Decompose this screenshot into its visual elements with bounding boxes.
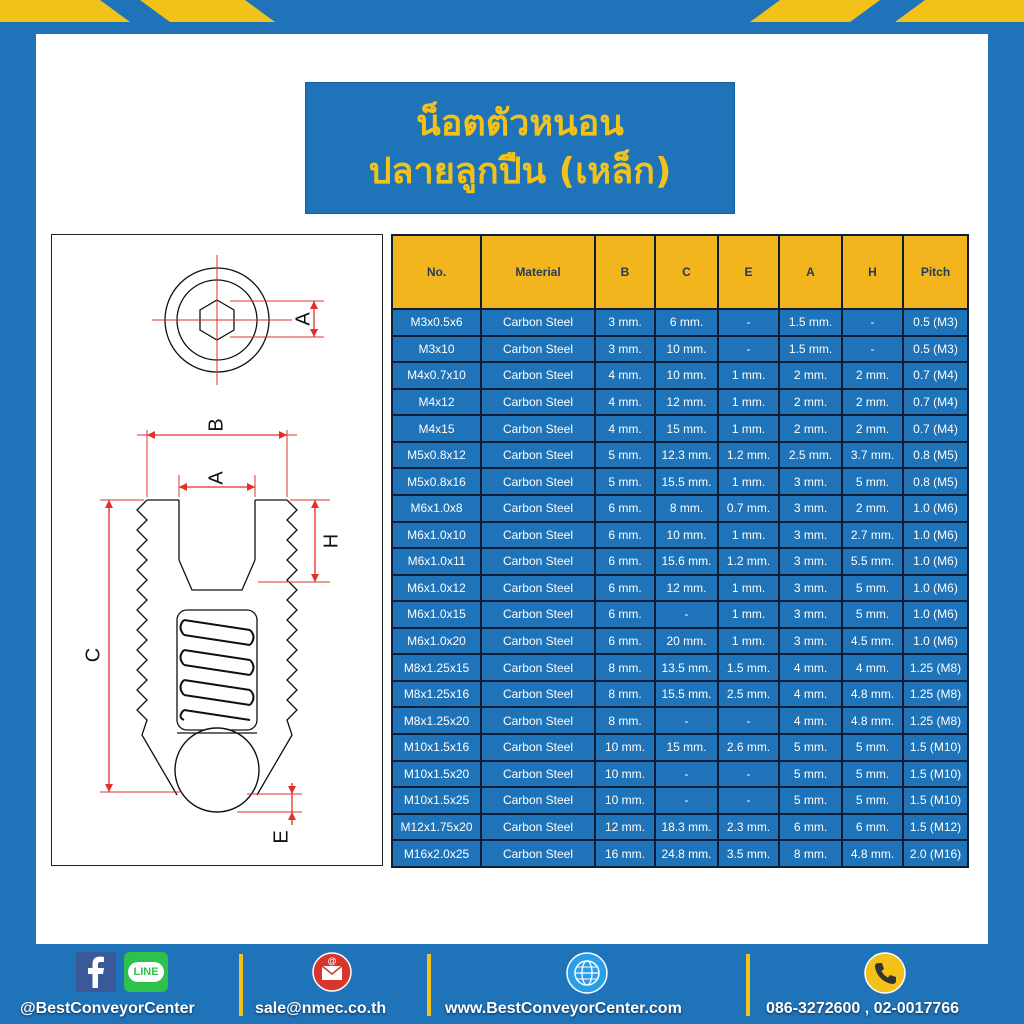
line-badge-text: LINE [128,962,163,982]
cell-b: 6 mm. [596,496,654,521]
cell-c: - [656,708,717,733]
cell-a: 2 mm. [780,390,841,415]
cell-e: - [719,788,778,813]
cell-no: M6x1.0x8 [393,496,480,521]
cell-no: M8x1.25x20 [393,708,480,733]
cell-material: Carbon Steel [482,390,594,415]
cell-c: 13.5 mm. [656,655,717,680]
title-line-2: ปลายลูกปืน (เหล็ก) [368,151,672,192]
cell-b: 4 mm. [596,363,654,388]
cell-no: M8x1.25x15 [393,655,480,680]
cell-c: - [656,788,717,813]
cell-c: 6 mm. [656,310,717,335]
table-row [393,682,967,707]
table-row [393,735,967,760]
phone-icon[interactable] [864,952,906,994]
cell-pitch: 1.0 (M6) [904,549,967,574]
cell-pitch: 1.5 (M10) [904,788,967,813]
cell-a: 4 mm. [780,655,841,680]
top-stripe-decoration [0,0,1024,34]
title-box [306,83,734,213]
table-row [393,523,967,548]
cell-h: 5.5 mm. [843,549,902,574]
cell-h: 4.8 mm. [843,708,902,733]
cell-a: 6 mm. [780,815,841,840]
cell-e: 2.6 mm. [719,735,778,760]
table-row [393,815,967,840]
cell-c: 10 mm. [656,337,717,362]
cell-c: - [656,602,717,627]
cell-a: 5 mm. [780,788,841,813]
cell-e: 1.5 mm. [719,655,778,680]
cell-b: 3 mm. [596,337,654,362]
cell-b: 8 mm. [596,682,654,707]
cell-no: M4x0.7x10 [393,363,480,388]
cell-c: 15 mm. [656,416,717,441]
table-row [393,549,967,574]
cell-e: 2.3 mm. [719,815,778,840]
cell-b: 4 mm. [596,416,654,441]
divider [746,954,750,1016]
label-c: C [82,647,105,663]
cell-c: 18.3 mm. [656,815,717,840]
cell-pitch: 0.7 (M4) [904,416,967,441]
cell-c: 20 mm. [656,629,717,654]
website-url[interactable]: www.BestConveyorCenter.com [445,1000,682,1017]
title-line-1: น็อตตัวหนอน [416,103,624,144]
cell-no: M12x1.75x20 [393,815,480,840]
cell-b: 16 mm. [596,841,654,866]
cell-e: - [719,762,778,787]
cell-material: Carbon Steel [482,496,594,521]
header-b: B [596,236,654,308]
cell-b: 6 mm. [596,549,654,574]
cell-material: Carbon Steel [482,523,594,548]
cell-b: 5 mm. [596,443,654,468]
table-row [393,841,967,866]
cell-e: 3.5 mm. [719,841,778,866]
email-address[interactable]: sale@nmec.co.th [255,1000,387,1017]
cell-pitch: 0.5 (M3) [904,337,967,362]
cell-b: 10 mm. [596,735,654,760]
header-no: No. [393,236,480,308]
cell-b: 3 mm. [596,310,654,335]
cell-e: - [719,310,778,335]
cell-pitch: 0.8 (M5) [904,469,967,494]
screw-drawing [52,235,384,867]
cell-h: 3.7 mm. [843,443,902,468]
cell-b: 6 mm. [596,629,654,654]
cell-c: 12.3 mm. [656,443,717,468]
cell-e: 1 mm. [719,523,778,548]
header-material: Material [482,236,594,308]
cell-e: 1 mm. [719,416,778,441]
cell-pitch: 0.8 (M5) [904,443,967,468]
cell-h: - [843,310,902,335]
cell-b: 6 mm. [596,576,654,601]
cell-material: Carbon Steel [482,416,594,441]
cell-pitch: 2.0 (M16) [904,841,967,866]
cell-h: 2 mm. [843,496,902,521]
dimension-c [100,500,180,792]
cell-b: 5 mm. [596,469,654,494]
globe-icon[interactable] [566,952,608,994]
cell-material: Carbon Steel [482,788,594,813]
cell-material: Carbon Steel [482,576,594,601]
cell-pitch: 1.0 (M6) [904,576,967,601]
cell-e: 2.5 mm. [719,682,778,707]
cell-material: Carbon Steel [482,735,594,760]
table-header-row [393,236,967,308]
cell-b: 6 mm. [596,523,654,548]
cell-a: 8 mm. [780,841,841,866]
table-row [393,602,967,627]
table-row [393,390,967,415]
cell-no: M4x15 [393,416,480,441]
cell-c: 15.5 mm. [656,469,717,494]
cell-no: M6x1.0x12 [393,576,480,601]
table-row [393,337,967,362]
cell-no: M6x1.0x11 [393,549,480,574]
cell-no: M3x0.5x6 [393,310,480,335]
cell-a: 4 mm. [780,682,841,707]
cell-pitch: 1.25 (M8) [904,682,967,707]
cell-pitch: 0.7 (M4) [904,363,967,388]
spec-table [391,234,969,868]
cell-c: 8 mm. [656,496,717,521]
cell-no: M10x1.5x25 [393,788,480,813]
cell-no: M6x1.0x10 [393,523,480,548]
cell-c: 12 mm. [656,390,717,415]
cell-pitch: 1.0 (M6) [904,629,967,654]
cell-pitch: 0.7 (M4) [904,390,967,415]
cell-a: 2.5 mm. [780,443,841,468]
cell-a: 1.5 mm. [780,337,841,362]
cell-no: M6x1.0x20 [393,629,480,654]
cell-pitch: 1.0 (M6) [904,523,967,548]
cell-b: 12 mm. [596,815,654,840]
cell-a: 3 mm. [780,469,841,494]
cell-a: 4 mm. [780,708,841,733]
cell-pitch: 0.5 (M3) [904,310,967,335]
cell-c: 10 mm. [656,523,717,548]
cell-e: 0.7 mm. [719,496,778,521]
social-handle[interactable]: @BestConveyorCenter [20,1000,195,1017]
cell-e: - [719,337,778,362]
cell-h: 5 mm. [843,469,902,494]
cell-e: 1 mm. [719,602,778,627]
cell-a: 2 mm. [780,416,841,441]
cell-material: Carbon Steel [482,363,594,388]
cell-no: M3x10 [393,337,480,362]
screw-diagram [51,234,383,866]
cell-pitch: 1.5 (M10) [904,735,967,760]
table-row [393,708,967,733]
cell-no: M5x0.8x16 [393,469,480,494]
table-row [393,762,967,787]
cell-b: 10 mm. [596,762,654,787]
cell-no: M10x1.5x20 [393,762,480,787]
cell-c: 15.5 mm. [656,682,717,707]
cell-material: Carbon Steel [482,443,594,468]
table-row [393,443,967,468]
svg-text:@: @ [327,956,337,966]
cell-pitch: 1.5 (M12) [904,815,967,840]
cell-e: 1.2 mm. [719,443,778,468]
header-h: H [843,236,902,308]
cell-e: 1 mm. [719,469,778,494]
cell-no: M16x2.0x25 [393,841,480,866]
cell-a: 3 mm. [780,496,841,521]
cell-a: 5 mm. [780,762,841,787]
cell-material: Carbon Steel [482,815,594,840]
cell-c: 12 mm. [656,576,717,601]
cell-h: 5 mm. [843,576,902,601]
cell-a: 3 mm. [780,629,841,654]
cell-h: - [843,337,902,362]
cell-h: 5 mm. [843,735,902,760]
cell-b: 4 mm. [596,390,654,415]
cell-h: 5 mm. [843,788,902,813]
table-row [393,655,967,680]
cell-no: M8x1.25x16 [393,682,480,707]
email-icon[interactable] [312,952,352,992]
cell-pitch: 1.25 (M8) [904,655,967,680]
phone-numbers[interactable]: 086-3272600 , 02-0017766 [766,1000,960,1017]
cell-h: 6 mm. [843,815,902,840]
cell-c: 15.6 mm. [656,549,717,574]
cell-a: 5 mm. [780,735,841,760]
cell-pitch: 1.0 (M6) [904,602,967,627]
cell-no: M6x1.0x15 [393,602,480,627]
label-a-top: A [292,312,315,326]
facebook-icon[interactable] [76,952,116,992]
cell-material: Carbon Steel [482,602,594,627]
cell-h: 2 mm. [843,363,902,388]
cell-material: Carbon Steel [482,629,594,654]
header-e: E [719,236,778,308]
cell-h: 2 mm. [843,390,902,415]
cell-c: 15 mm. [656,735,717,760]
cell-material: Carbon Steel [482,469,594,494]
label-h: H [320,533,343,549]
table-row [393,788,967,813]
cell-material: Carbon Steel [482,762,594,787]
side-view [137,500,297,812]
table-row [393,629,967,654]
cell-b: 10 mm. [596,788,654,813]
cell-material: Carbon Steel [482,655,594,680]
table-row [393,496,967,521]
cell-material: Carbon Steel [482,337,594,362]
divider [427,954,431,1016]
cell-h: 4.8 mm. [843,841,902,866]
label-e: E [270,830,293,844]
header-a: A [780,236,841,308]
cell-e: 1 mm. [719,363,778,388]
cell-material: Carbon Steel [482,549,594,574]
cell-e: 1.2 mm. [719,549,778,574]
cell-a: 3 mm. [780,523,841,548]
table-row [393,310,967,335]
cell-a: 3 mm. [780,576,841,601]
label-b: B [205,418,228,432]
table-row [393,363,967,388]
cell-h: 2 mm. [843,416,902,441]
table-row [393,469,967,494]
divider [239,954,243,1016]
table-row [393,416,967,441]
cell-h: 5 mm. [843,762,902,787]
cell-no: M10x1.5x16 [393,735,480,760]
cell-e: 1 mm. [719,576,778,601]
cell-no: M4x12 [393,390,480,415]
cell-material: Carbon Steel [482,682,594,707]
line-icon[interactable] [124,952,168,992]
cell-c: 24.8 mm. [656,841,717,866]
cell-e: 1 mm. [719,629,778,654]
label-a-mid: A [205,471,228,485]
cell-b: 6 mm. [596,602,654,627]
cell-h: 4 mm. [843,655,902,680]
cell-material: Carbon Steel [482,841,594,866]
cell-a: 1.5 mm. [780,310,841,335]
cell-b: 8 mm. [596,655,654,680]
cell-h: 5 mm. [843,602,902,627]
cell-e: - [719,708,778,733]
cell-h: 4.8 mm. [843,682,902,707]
header-pitch: Pitch [904,236,967,308]
cell-material: Carbon Steel [482,310,594,335]
cell-a: 3 mm. [780,549,841,574]
cell-pitch: 1.0 (M6) [904,496,967,521]
cell-h: 4.5 mm. [843,629,902,654]
cell-c: - [656,762,717,787]
table-row [393,576,967,601]
cell-pitch: 1.5 (M10) [904,762,967,787]
header-c: C [656,236,717,308]
cell-pitch: 1.25 (M8) [904,708,967,733]
cell-a: 2 mm. [780,363,841,388]
cell-h: 2.7 mm. [843,523,902,548]
cell-b: 8 mm. [596,708,654,733]
cell-a: 3 mm. [780,602,841,627]
cell-c: 10 mm. [656,363,717,388]
cell-no: M5x0.8x12 [393,443,480,468]
cell-e: 1 mm. [719,390,778,415]
cell-material: Carbon Steel [482,708,594,733]
contact-footer [0,944,1024,1024]
